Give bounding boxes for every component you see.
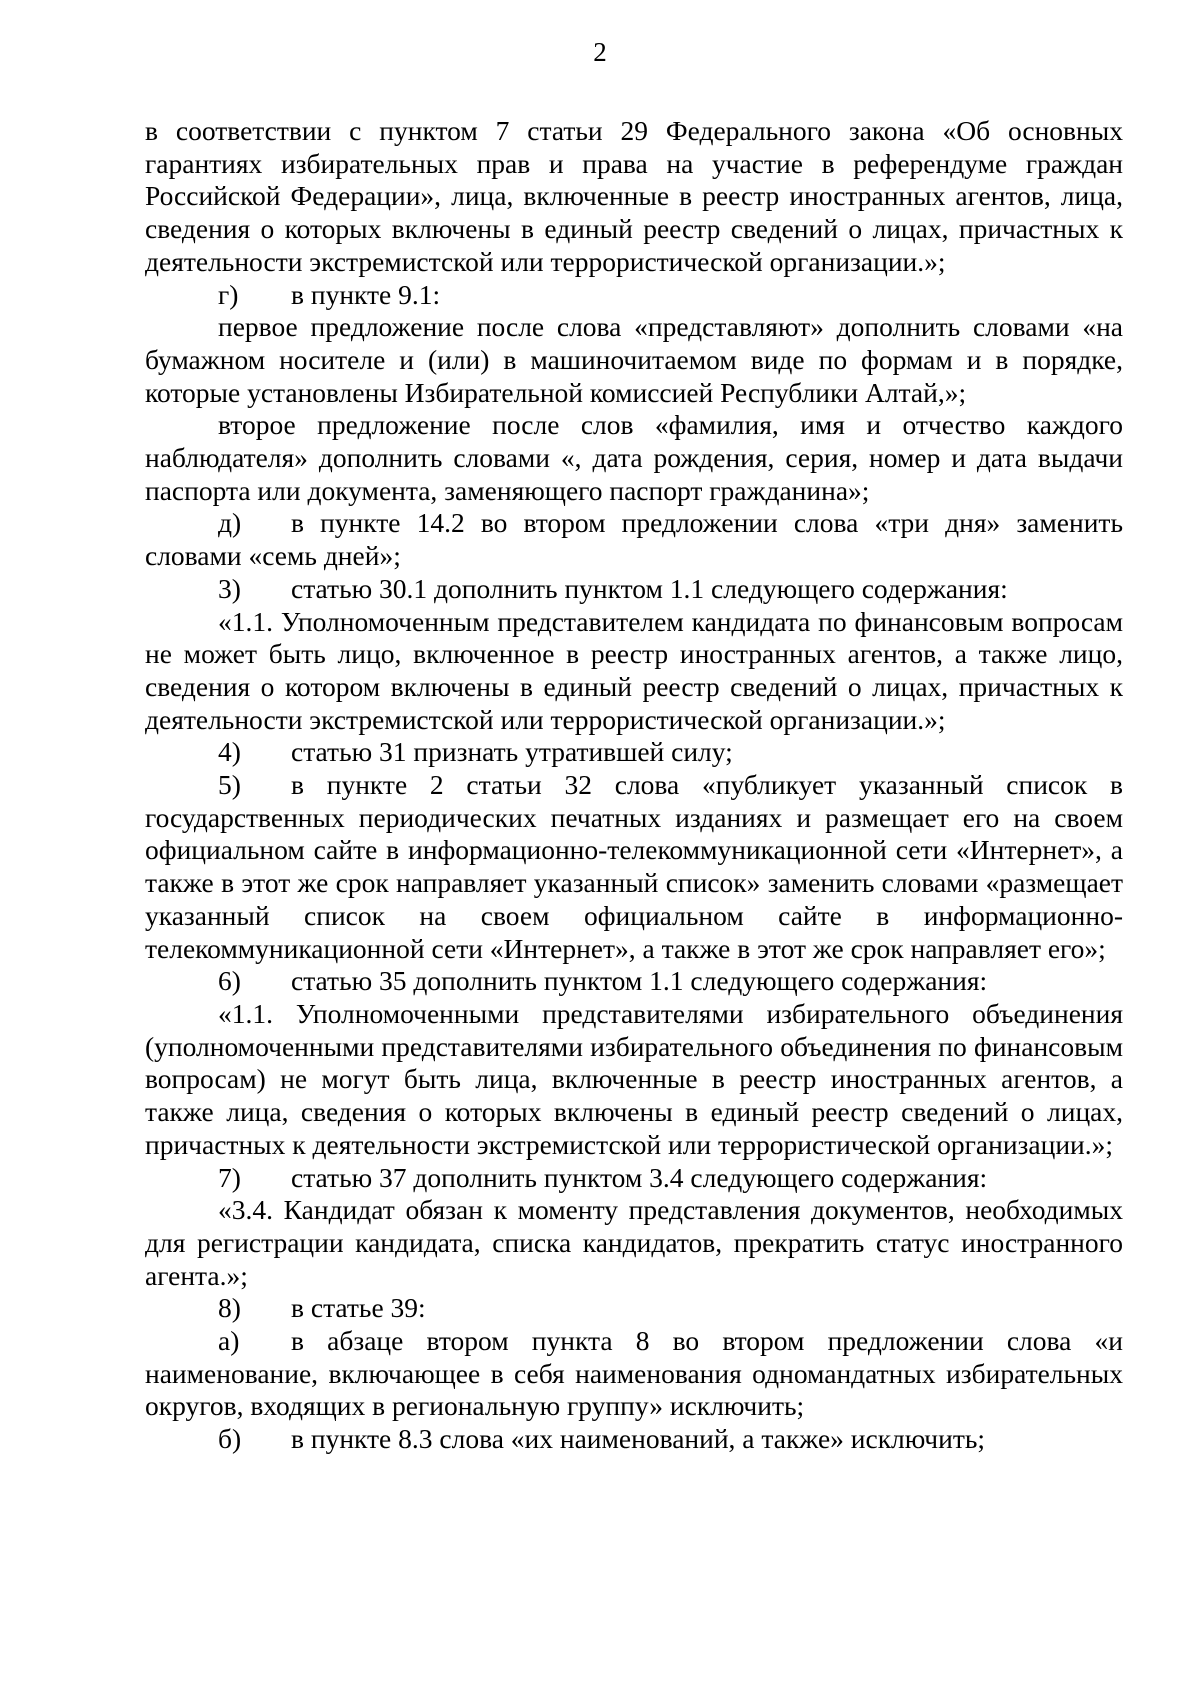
- page-number: 2: [593, 37, 607, 67]
- list-item: [145, 769, 1123, 965]
- item-marker: 8): [218, 1292, 241, 1324]
- paragraph: «3.4. Кандидат обязан к моменту представления документов, необходимых для регистрации кандидата, списка кандидатов, прекратить статус иностранного агента.»;: [145, 1194, 1123, 1291]
- list-item: [145, 507, 1123, 572]
- item-text: статью 37 дополнить пунктом 3.4 следующего содержания:: [291, 1161, 988, 1193]
- list-item: [145, 1292, 1123, 1325]
- item-marker: 5): [218, 769, 241, 801]
- item-marker: д): [218, 507, 242, 539]
- paragraph: второе предложение после слов «фамилия, имя и отчество каждого наблюдателя» дополнить словами «, дата рождения, серия, номер и дата выдачи паспорта или документа, заменяющего паспорт гражданина»;: [145, 409, 1123, 506]
- item-marker: 6): [218, 965, 241, 997]
- item-text: в абзаце втором пункта 8 во втором предложении слова «и наименование, включающее в себя наименования одномандатных избирательных округов, входящих в региональную группу» исключить;: [145, 1325, 1123, 1422]
- paragraph: первое предложение после слова «представляют» дополнить словами «на бумажном носителе и (или) в машиночитаемом виде по формам и в порядке, которые установлены Избирательной комиссией Республики Алтай,»;: [145, 311, 1123, 408]
- item-text: в статье 39:: [291, 1292, 426, 1324]
- item-marker: 3): [218, 572, 241, 604]
- paragraph: «1.1. Уполномоченными представителями избирательного объединения (уполномоченными представителями избирательного объединения по финансовым вопросам) не могут быть лица, включенные в реестр иностранных агентов, а также лица, сведения о которых включены в единый реестр сведений о лицах, причастных к деятельности экстремистской или террористической организации.»;: [145, 997, 1123, 1160]
- item-text: в пункте 8.3 слова «их наименований, а также» исключить;: [291, 1423, 986, 1455]
- item-text: в пункте 14.2 во втором предложении слова «три дня» заменить словами «семь дней»;: [145, 507, 1123, 572]
- list-item: [145, 736, 1123, 769]
- list-item: [145, 1162, 1123, 1195]
- item-text: статью 35 дополнить пунктом 1.1 следующего содержания:: [291, 965, 988, 997]
- list-item: [145, 1423, 1123, 1456]
- item-marker: 7): [218, 1161, 241, 1193]
- list-item: [145, 573, 1123, 606]
- paragraph: в соответствии с пунктом 7 статьи 29 Федерального закона «Об основных гарантиях избирательных прав и права на участие в референдуме граждан Российской Федерации», лица, включенные в реестр иностранных агентов, лица, сведения о которых включены в единый реестр сведений о лицах, причастных к деятельности экстремистской или террористической организации.»;: [145, 115, 1123, 277]
- paragraph: «1.1. Уполномоченным представителем кандидата по финансовым вопросам не может быть лицо, включенное в реестр иностранных агентов, а также лицо, сведения о котором включены в единый реестр сведений о лицах, причастных к деятельности экстремистской или террористической организации.»;: [145, 605, 1123, 735]
- document-body: [145, 115, 1123, 1456]
- item-marker: 4): [218, 736, 241, 768]
- item-marker: а): [218, 1325, 240, 1357]
- list-item: [145, 1325, 1123, 1423]
- item-text: статью 31 признать утратившей силу;: [291, 736, 733, 768]
- list-item: [145, 279, 1123, 312]
- item-text: в пункте 9.1:: [291, 278, 441, 310]
- item-text: в пункте 2 статьи 32 слова «публикует указанный список в государственных периодических печатных изданиях и размещает его на своем официальном сайте в информационно-телекоммуникационной сети «Интернет», а также в этот же срок направляет указанный список» заменить словами «размещает указанный список на своем официальном сайте в информационно-телекоммуникационной сети «Интернет», а также в этот же срок направляет его»;: [145, 769, 1123, 964]
- item-marker: г): [218, 278, 239, 310]
- item-text: статью 30.1 дополнить пунктом 1.1 следующего содержания:: [291, 572, 1008, 604]
- list-item: [145, 965, 1123, 998]
- item-marker: б): [218, 1423, 242, 1455]
